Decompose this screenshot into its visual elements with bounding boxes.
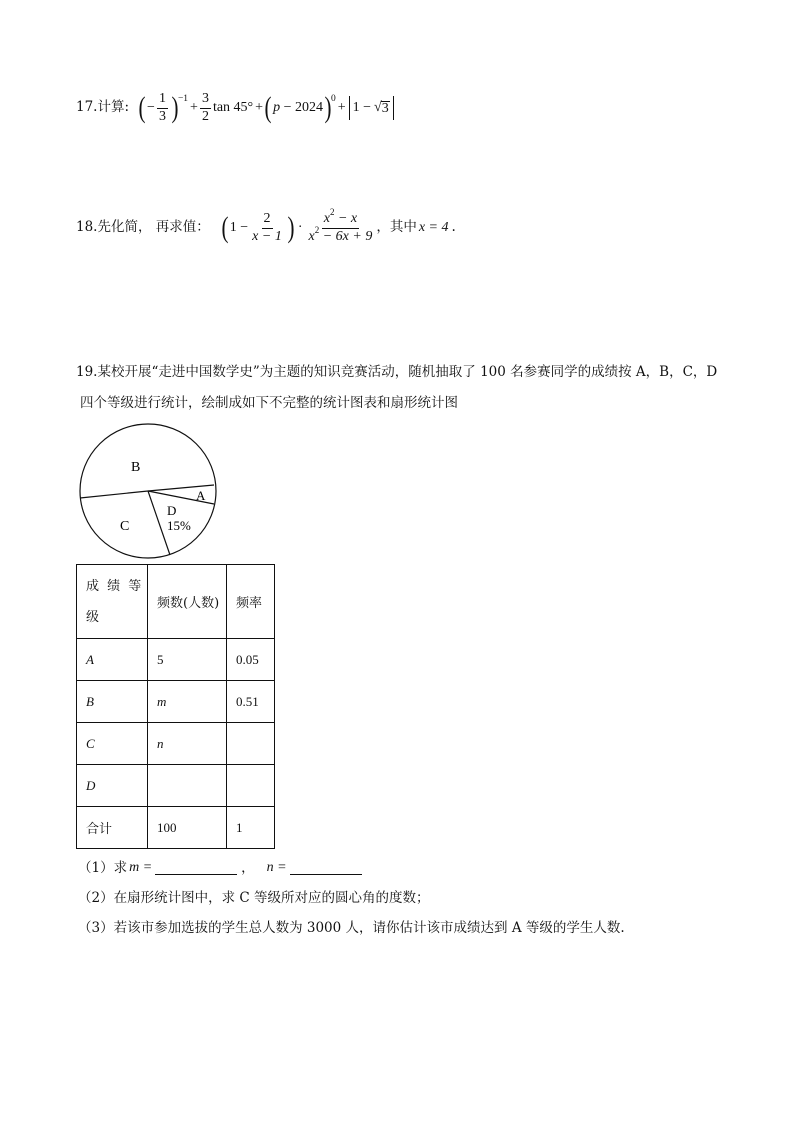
header-count: 频数(人数) <box>148 565 227 639</box>
table-row <box>77 765 275 807</box>
q18-label: 18.先化简， 再求值： <box>76 219 210 236</box>
q17-sqrt: 3 <box>381 100 389 116</box>
q17-fraction-1: $\frac{1}{3}$ <box>158 91 166 124</box>
q19-sub1: （1）求 m = ， n = <box>78 860 362 875</box>
q17-exponent-0: 0 <box>330 94 336 105</box>
table-row <box>77 639 275 681</box>
cell-frequency <box>227 723 275 765</box>
cell-count: 5 <box>148 639 227 681</box>
cell-grade: C <box>77 723 148 765</box>
q19-intro-line2: 四个等级进行统计，绘制成如下不完整的统计图表和扇形统计图 <box>80 395 458 411</box>
q17-fraction-2: $\frac{3}{2}$ <box>201 91 209 124</box>
table-row <box>77 723 275 765</box>
q19-sub3: （3）若该市参加选拔的学生总人数为 3000 人，请你估计该市成绩达到 A 等级的学生人数. <box>78 920 625 936</box>
q18-line: 18.先化简， 再求值： ( 1 − $\frac{2}{x - 1}$ ) · $\frac{x^2 - x}{x^2 - 6x + 9}$ ，其中 x = 4 . <box>76 207 456 245</box>
cell-grade-total: 合计 <box>77 807 148 849</box>
q18-expression: ( 1 − $\frac{2}{x - 1}$ ) · $\frac{x^2 - x}{x^2 - 6x + 9}$ <box>221 207 373 245</box>
answer-blank-m[interactable] <box>155 860 237 875</box>
pie-label-d: D <box>167 503 177 518</box>
pie-label-a: A <box>196 488 206 503</box>
cell-grade: D <box>77 765 148 807</box>
q19-sub2: （2）在扇形统计图中，求 C 等级所对应的圆心角的度数； <box>78 890 430 906</box>
cell-count: m <box>148 681 227 723</box>
pie-label-c: C <box>120 519 130 534</box>
cell-frequency-total: 1 <box>227 807 275 849</box>
cell-grade: A <box>77 639 148 681</box>
table-row <box>77 681 275 723</box>
table-total-row <box>77 807 275 849</box>
cell-grade: B <box>77 681 148 723</box>
pie-label-d-percent: 15% <box>167 518 191 533</box>
q17-tan: tan 45° <box>212 100 254 116</box>
cell-frequency: 0.05 <box>227 639 275 681</box>
pie-label-b: B <box>131 460 141 475</box>
cell-count-total: 100 <box>148 807 227 849</box>
cell-count: n <box>148 723 227 765</box>
q17-exponent-neg1: −1 <box>177 94 189 105</box>
q18-fraction-1: $\frac{2}{x - 1}$ <box>252 211 282 244</box>
header-grade: 成 绩 等 级 <box>77 565 148 639</box>
q18-fraction-2: $\frac{x^2 - x}{x^2 - 6x + 9}$ <box>308 207 373 244</box>
header-frequency: 频率 <box>227 565 275 639</box>
q17-expression: ( − $\frac{1}{3}$ ) −1 + $\frac{3}{2}$ tan 45° + ( p − 2024 ) 0 + 1 − √ 3 <box>137 92 397 124</box>
table-header-row <box>77 565 275 639</box>
q18-condition: x = 4 <box>418 220 449 236</box>
cell-count <box>148 765 227 807</box>
q17-line <box>76 92 397 124</box>
cell-frequency: 0.51 <box>227 681 275 723</box>
q19-intro-line1: 19.某校开展“走进中国数学史”为主题的知识竞赛活动，随机抽取了 100 名参赛同学的成绩按 A，B，C，D <box>76 364 718 380</box>
pie-chart <box>75 422 225 562</box>
answer-blank-n[interactable] <box>290 860 362 875</box>
cell-frequency <box>227 765 275 807</box>
grade-table <box>76 564 275 849</box>
q17-label: 17.计算: <box>76 99 130 116</box>
